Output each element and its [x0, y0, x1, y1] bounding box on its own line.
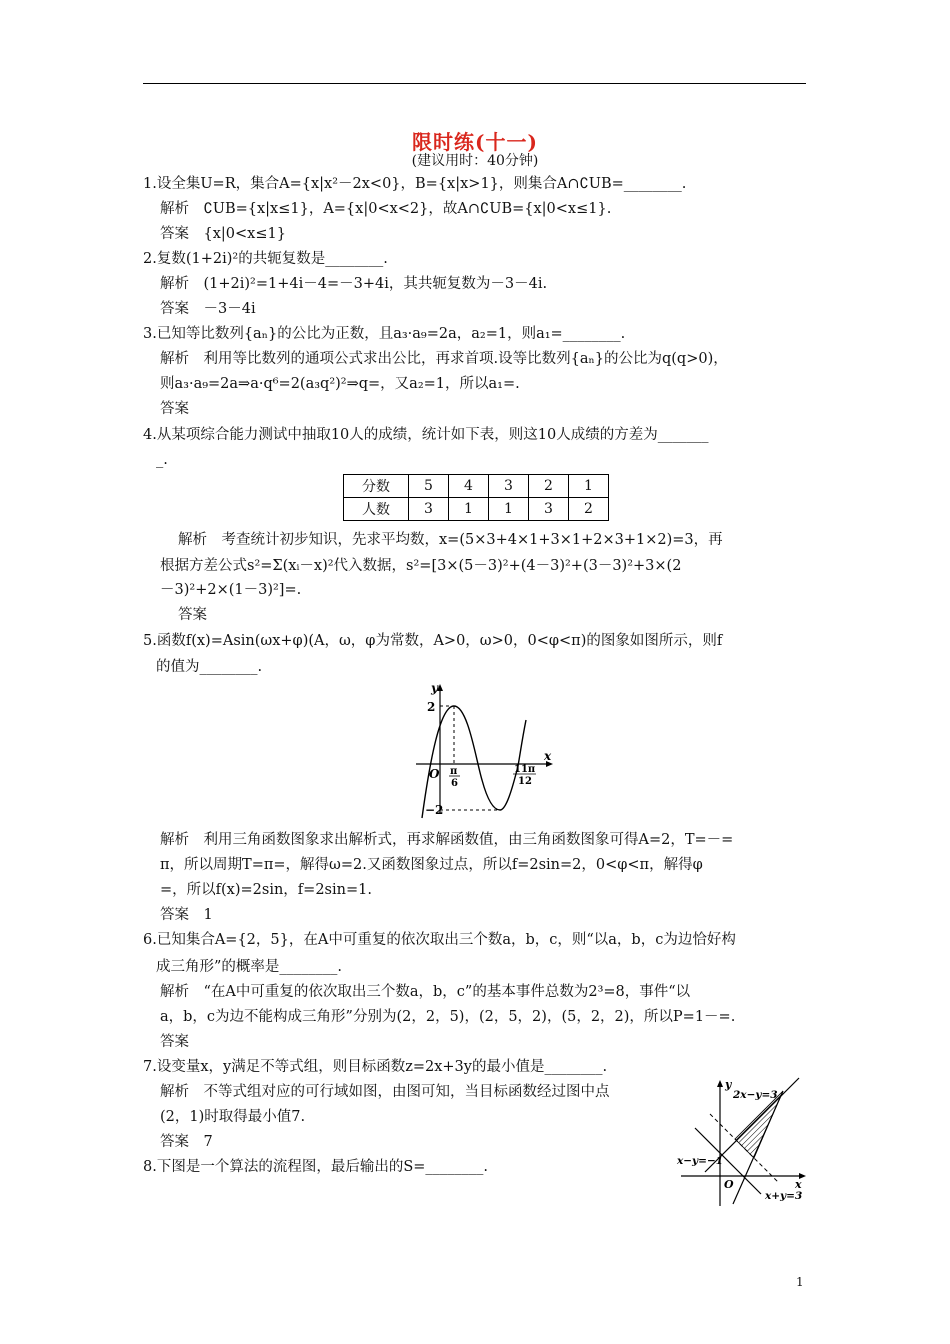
q4-analysis-2: 根据方差公式s²=Σ(xᵢ－x)²代入数据，s²=[3×(5－3)²+(4－3)²+(3－3)²+3×(2	[160, 558, 682, 574]
table-cell: 5	[409, 475, 449, 498]
q3-analysis-2: 则a₃·a₉=2a⇒a·q⁶=2(a₃q²)²⇒q=，又a₂=1，所以a₁=.	[160, 376, 520, 392]
x-axis-label: x	[795, 1178, 802, 1191]
page-subtitle: (建议用时：40分钟)	[411, 153, 539, 169]
question-5: 5.函数f(x)=Asin(ωx+φ)(A，ω，φ为常数，A>0，ω>0，0<φ<π)的图象如图所示，则f	[143, 633, 723, 649]
table-header-count: 人数	[344, 498, 409, 521]
q7-analysis-1: 解析 不等式组对应的可行域如图，由图可知，当目标函数经过图中点	[160, 1084, 610, 1100]
question-5-blank: 的值为________.	[156, 659, 263, 675]
line-label-2x-y-3: 2x−y=3	[733, 1089, 778, 1101]
q2-analysis: 解析 (1+2i)²=1+4i－4=－3+4i，其共轭复数为－3－4i.	[160, 276, 548, 292]
origin-label: O	[429, 767, 440, 781]
score-table	[343, 474, 609, 521]
line-label-x-y-minus1: x−y=−1	[677, 1155, 724, 1167]
question-4: 4.从某项综合能力测试中抽取10人的成绩，统计如下表，则这10人成绩的方差为_______	[143, 427, 709, 443]
page-number: 1	[796, 1275, 804, 1289]
table-header-score: 分数	[344, 475, 409, 498]
table-cell: 3	[409, 498, 449, 521]
feasible-region-graph	[675, 1076, 815, 1212]
question-4-blank: _.	[156, 452, 168, 468]
sine-graph	[410, 680, 560, 820]
q7-answer: 答案 7	[160, 1134, 213, 1150]
question-1: 1.设全集U=R，集合A={x|x²－2x<0}，B={x|x>1}，则集合A∩∁UB=________.	[143, 176, 687, 192]
tick-label: 11π	[514, 764, 536, 775]
question-6-blank: 成三角形”的概率是________.	[156, 959, 343, 975]
tick-label: π	[450, 766, 458, 777]
table-row	[344, 475, 609, 498]
line-label-x-plus-y-3: x+y=3	[765, 1190, 803, 1202]
x-axis-label: x	[544, 749, 552, 763]
q5-analysis-2: π，所以周期T=π=，解得ω=2.又函数图象过点，所以f=2sin=2，0<φ<π，解得φ	[160, 857, 703, 873]
q7-analysis-2: (2，1)时取得最小值7.	[160, 1109, 306, 1125]
table-cell: 1	[569, 475, 609, 498]
page-title: 限时练(十一)	[412, 130, 538, 154]
q6-answer: 答案	[160, 1034, 189, 1050]
y-axis-label: y	[725, 1078, 732, 1091]
table-cell: 4	[449, 475, 489, 498]
question-6: 6.已知集合A={2，5}，在A中可重复的依次取出三个数a，b，c，则“以a，b，c为边恰好构	[143, 932, 736, 948]
q3-analysis-1: 解析 利用等比数列的通项公式求出公比，再求首项.设等比数列{aₙ}的公比为q(q>0)，	[160, 351, 728, 367]
q5-answer: 答案 1	[160, 907, 213, 923]
y-max-label: 2	[427, 700, 436, 714]
question-3: 3.已知等比数列{aₙ}的公比为正数，且a₃·a₉=2a，a₂=1，则a₁=________.	[143, 326, 626, 342]
question-2: 2.复数(1+2i)²的共轭复数是________.	[143, 251, 388, 267]
header-rule	[143, 83, 806, 84]
q5-analysis-1: 解析 利用三角函数图象求出解析式，再求解函数值，由三角函数图象可得A=2，T=－=	[160, 832, 734, 848]
table-cell: 2	[569, 498, 609, 521]
question-8: 8.下图是一个算法的流程图，最后输出的S=________.	[143, 1159, 489, 1175]
table-cell: 2	[529, 475, 569, 498]
table-cell: 3	[489, 475, 529, 498]
q4-analysis-1: 解析 考查统计初步知识，先求平均数，x=(5×3+4×1+3×1+2×3+1×2)=3，再	[178, 532, 723, 548]
y-axis-label: y	[431, 681, 438, 695]
table-cell: 1	[489, 498, 529, 521]
table-cell: 1	[449, 498, 489, 521]
q1-answer: 答案 {x|0<x≤1}	[160, 226, 286, 242]
q4-answer: 答案	[178, 607, 207, 623]
origin-label: O	[724, 1178, 734, 1191]
table-cell: 3	[529, 498, 569, 521]
question-7: 7.设变量x，y满足不等式组，则目标函数z=2x+3y的最小值是________.	[143, 1059, 608, 1075]
q1-analysis: 解析 ∁UB={x|x≤1}，A={x|0<x<2}，故A∩∁UB={x|0<x≤1}.	[160, 201, 612, 217]
tick-label: 6	[451, 778, 458, 789]
q3-answer: 答案	[160, 401, 189, 417]
q2-answer: 答案 －3－4i	[160, 301, 256, 317]
y-min-label: −2	[425, 803, 444, 817]
q6-analysis-1: 解析 “在A中可重复的依次取出三个数a，b，c”的基本事件总数为2³=8，事件“以	[160, 984, 691, 1000]
q4-analysis-3: －3)²+2×(1－3)²]=.	[160, 582, 302, 598]
tick-label: 12	[518, 776, 532, 787]
q6-analysis-2: a，b，c为边不能构成三角形”分别为(2，2，5)，(2，5，2)，(5，2，2)，所以P=1－=.	[160, 1009, 736, 1025]
q5-analysis-3: =，所以f(x)=2sin，f=2sin=1.	[160, 882, 372, 898]
table-row	[344, 498, 609, 521]
